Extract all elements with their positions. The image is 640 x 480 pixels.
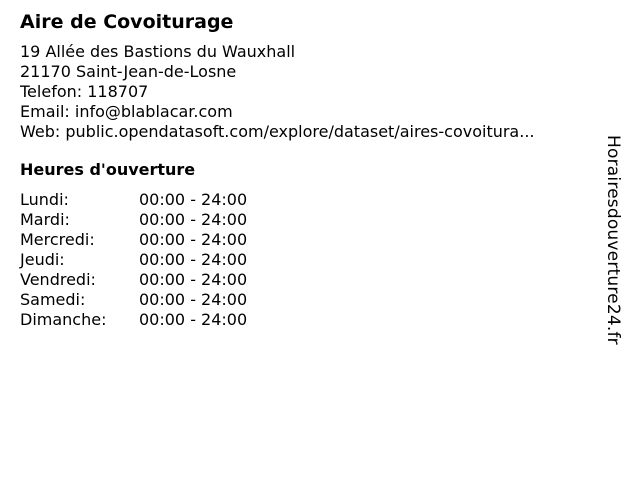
day-label: Jeudi: xyxy=(20,250,65,269)
day-label: Vendredi: xyxy=(20,270,96,289)
day-label: Mercredi: xyxy=(20,230,95,249)
hours-heading: Heures d'ouverture xyxy=(20,160,196,179)
web-line: Web: public.opendatasoft.com/explore/dataset/aires-covoitura... xyxy=(20,122,535,141)
day-hours: 00:00 - 24:00 xyxy=(139,290,248,309)
day-hours: 00:00 - 24:00 xyxy=(139,250,248,269)
day-label: Samedi: xyxy=(20,290,86,309)
day-hours: 00:00 - 24:00 xyxy=(139,270,248,289)
hours-row xyxy=(20,290,247,310)
day-label: Mardi: xyxy=(20,210,70,229)
hours-row xyxy=(20,230,247,250)
address-street: 19 Allée des Bastions du Wauxhall xyxy=(20,42,296,61)
hours-row xyxy=(20,210,247,230)
place-title: Aire de Covoiturage xyxy=(20,11,234,33)
place-card xyxy=(20,10,600,330)
day-hours: 00:00 - 24:00 xyxy=(139,230,248,249)
address-city: 21170 Saint-Jean-de-Losne xyxy=(20,62,237,81)
hours-row xyxy=(20,310,247,330)
day-label: Lundi: xyxy=(20,190,69,209)
day-hours: 00:00 - 24:00 xyxy=(139,310,248,329)
day-hours: 00:00 - 24:00 xyxy=(139,210,248,229)
day-label: Dimanche: xyxy=(20,310,107,329)
email-line: Email: info@blablacar.com xyxy=(20,102,233,121)
hours-row xyxy=(20,270,247,290)
phone-line: Telefon: 118707 xyxy=(20,82,149,101)
hours-table xyxy=(20,190,247,330)
day-hours: 00:00 - 24:00 xyxy=(139,190,248,209)
hours-row xyxy=(20,190,247,210)
hours-row xyxy=(20,250,247,270)
site-brand-vertical: Horairesdouverture24.fr xyxy=(603,135,623,345)
